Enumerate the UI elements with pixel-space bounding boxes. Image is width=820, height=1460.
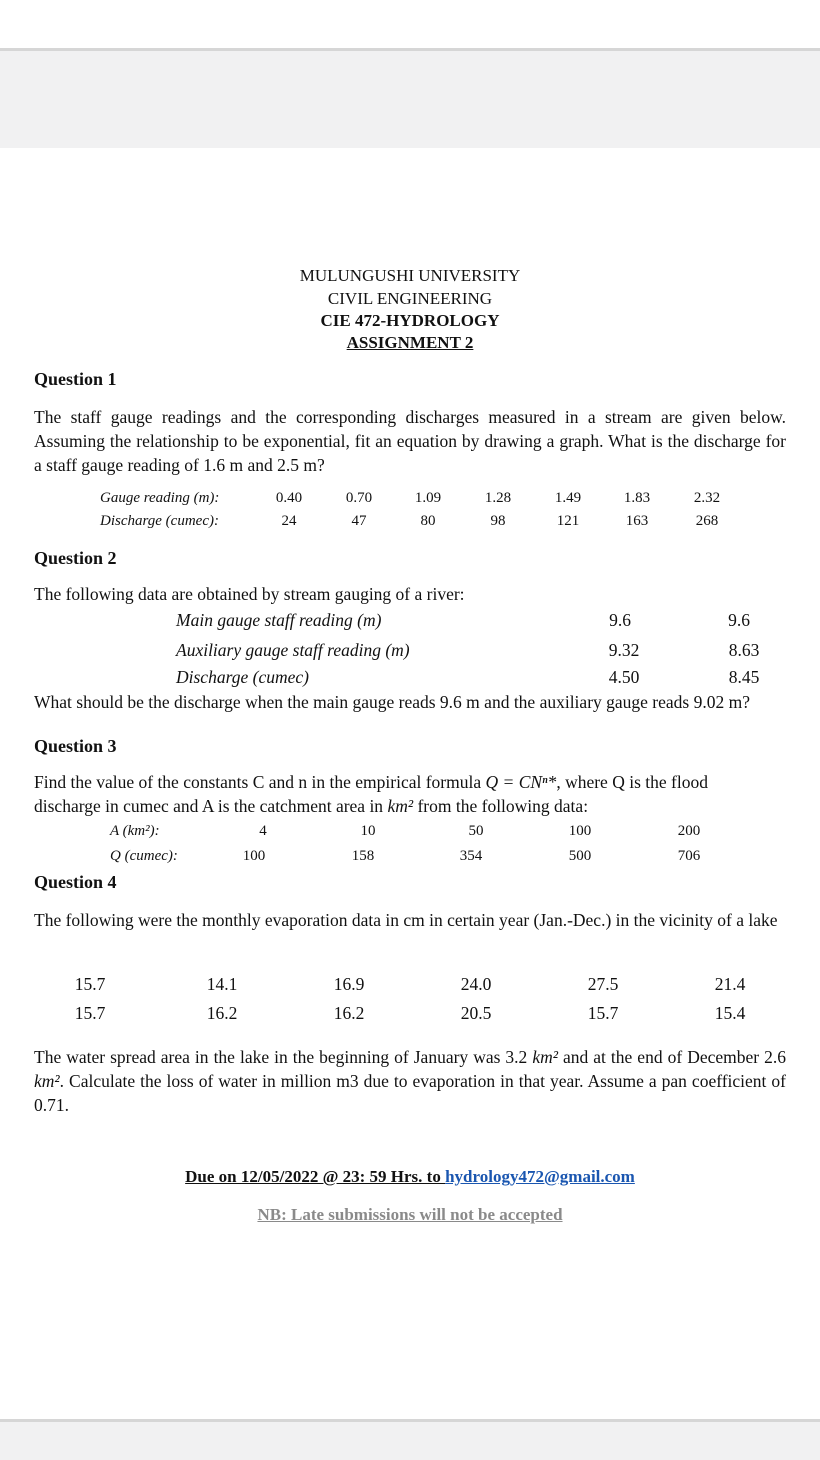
question-2-heading: Question 2 [34,548,117,568]
evaporation-value: 15.4 [714,1003,746,1023]
top-bar [0,0,820,48]
evaporation-value: 21.4 [714,974,746,994]
gauge-value: 1.09 [414,490,442,506]
discharge-value: 268 [695,513,719,529]
gauge-reading-label: Gauge reading (m): [100,490,220,506]
area-unit: km² [34,1071,60,1091]
discharge-label: Discharge (cumec): [100,513,219,529]
question-3-text-line-2: discharge in cumec and A is the catchment area in km² from the following data: [34,796,589,816]
area-value: 50 [468,823,484,839]
gauge-value: 0.70 [345,490,373,506]
flow-label: Q (cumec): [110,848,178,864]
course-title: CIE 472-HYDROLOGY [320,311,500,330]
discharge-value: 121 [556,513,580,529]
question-2-text: What should be the discharge when the main gauge reads 9.6 m and the auxiliary gauge reads 9.02 m? [34,692,750,712]
discharge-row-label: Discharge (cumec) [176,667,309,687]
gauge-value: 0.40 [275,490,303,506]
gauge-value: 1.28 [484,490,512,506]
question-1-heading: Question 1 [34,369,117,389]
main-gauge-value-2: 9.6 [728,610,750,630]
gauge-value: 2.32 [693,490,721,506]
main-gauge-label: Main gauge staff reading (m) [176,610,382,630]
assignment-title: ASSIGNMENT 2 [346,333,474,352]
discharge-value: 98 [490,513,506,529]
evaporation-value: 16.2 [206,1003,238,1023]
area-label: A (km²): [110,823,160,839]
main-gauge-value-1: 9.6 [609,610,631,630]
late-submission-note: NB: Late submissions will not be accepted [257,1205,563,1224]
area-unit: km² [532,1047,558,1067]
department-name: CIVIL ENGINEERING [327,289,493,308]
auxiliary-gauge-value-2: 8.63 [728,640,760,660]
evaporation-value: 20.5 [460,1003,492,1023]
flow-value: 706 [677,848,701,864]
flow-value: 158 [351,848,375,864]
auxiliary-gauge-label: Auxiliary gauge staff reading (m) [176,640,410,660]
question-3-text-line-1: Find the value of the constants C and n in the empirical formula Q = CNⁿ*, where Q is the flood [34,772,708,792]
area-unit: km² [387,796,414,816]
discharge-value: 80 [420,513,436,529]
evaporation-value: 15.7 [74,974,106,994]
flow-value: 500 [568,848,592,864]
discharge-value: 47 [351,513,367,529]
question-4-text: The following were the monthly evaporation data in cm in certain year (Jan.-Dec.) in the vicinity of a lake [34,910,778,930]
area-value: 4 [259,823,267,839]
evaporation-value: 24.0 [460,974,492,994]
question-3-heading: Question 3 [34,736,117,756]
evaporation-value: 16.2 [333,1003,365,1023]
question-4-text-2: The water spread area in the lake in the beginning of January was 3.2 km² and at the end of December 2.6 km². Calculate the loss of water in million m3 due to evaporation in that year. Assume a pan coefficient of 0.71. [34,1047,786,1115]
flow-value: 100 [242,848,266,864]
evaporation-value: 15.7 [74,1003,106,1023]
bottom-band [0,1422,820,1460]
question-2-intro: The following data are obtained by stream gauging of a river: [34,584,465,604]
gauge-value: 1.83 [623,490,651,506]
email-link[interactable]: hydrology472@gmail.com [445,1167,635,1186]
discharge-row-value-1: 4.50 [608,667,640,687]
university-name: MULUNGUSHI UNIVERSITY [299,266,521,285]
discharge-value: 163 [625,513,649,529]
discharge-row-value-2: 8.45 [728,667,760,687]
area-value: 200 [677,823,701,839]
empirical-formula: Q = CNⁿ* [485,772,557,792]
flow-value: 354 [459,848,483,864]
question-1-text: The staff gauge readings and the corresponding discharges measured in a stream are given below. Assuming the relationship to be exponential, fit an equation by drawing a graph. What is the discharge for a staff gauge reading of 1.6 m and 2.5 m? [34,407,786,475]
area-value: 100 [568,823,592,839]
auxiliary-gauge-value-1: 9.32 [608,640,640,660]
evaporation-value: 15.7 [587,1003,619,1023]
evaporation-value: 27.5 [587,974,619,994]
due-date-line: Due on 12/05/2022 @ 23: 59 Hrs. to hydrology472@gmail.com [185,1167,635,1186]
discharge-value: 24 [281,513,297,529]
header-band [0,51,820,148]
gauge-value: 1.49 [554,490,582,506]
question-4-heading: Question 4 [34,872,117,892]
evaporation-value: 16.9 [333,974,365,994]
area-value: 10 [360,823,376,839]
evaporation-value: 14.1 [206,974,238,994]
